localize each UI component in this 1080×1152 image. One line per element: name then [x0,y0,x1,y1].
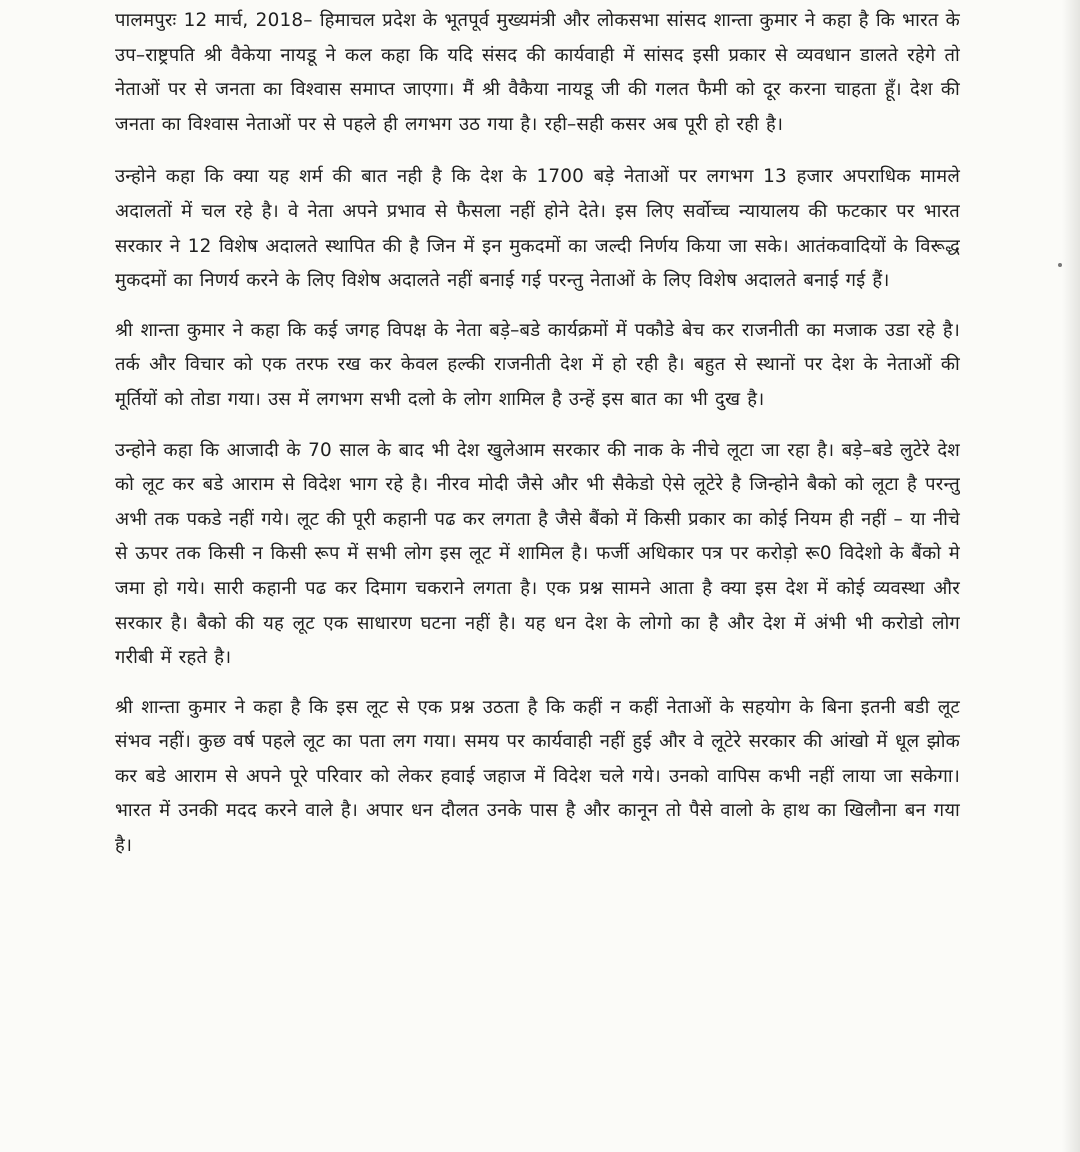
paragraph-2: उन्होने कहा कि क्या यह शर्म की बात नही है कि देश के 1700 बड़े नेताओं पर लगभग 13 हजार अपराधिक मामले अदालतों में चल रहे है। वे नेता अपने प्रभाव से फैसला नहीं होने देते। इस लिए सर्वोच्च न्यायालय की फटकार पर भारत सरकार ने 12 विशेष अदालते स्थापित की है जिन में इन मुकदमों का जल्दी निर्णय किया जा सके। आतंकवादियों के विरूद्ध मुकदमों का निणर्य करने के लिए विशेष अदालते नहीं बनाई गई परन्तु नेताओं के लिए विशेष अदालते बनाई गई हैं। [115,166,960,292]
paragraph-1: पालमपुरः 12 मार्च, 2018– हिमाचल प्रदेश के भूतपूर्व मुख्यमंत्री और लोकसभा सांसद शान्ता कुमार ने कहा है कि भारत के उप–राष्ट्रपति श्री वैकेया नायडू ने कल कहा कि यदि संसद की कार्यवाही में सांसद इसी प्रकार से व्यवधान डालते रहेगे तो नेताओं पर से जनता का विश्वास समाप्त जाएगा। मैं श्री वैकैया नायडू जी की गलत फैमी को दूर करना चाहता हूँ। देश की जनता का विश्वास नेताओं पर से पहले ही लगभग उठ गया है। रही–सही कसर अब पूरी हो रही है। [115,10,960,135]
paragraph-5: श्री शान्ता कुमार ने कहा है कि इस लूट से एक प्रश्न उठता है कि कहीं न कहीं नेताओं के सहयोग के बिना इतनी बडी लूट संभव नहीं। कुछ वर्ष पहले लूट का पता लग गया। समय पर कार्यवाही नहीं हुई और वे लूटेरे सरकार की आंखो में धूल झोक कर बडे आराम से अपने पूरे परिवार को लेकर हवाई जहाज में विदेश चले गये। उनको वापिस कभी नहीं लाया जा सकेगा। भारत में उनकी मदद करने वाले है। अपार धन दौलत उनके पास है और कानून तो पैसे वालो के हाथ का खिलौना बन गया है। [115,696,960,857]
scan-edge-shadow [1062,0,1080,1152]
scan-speck [1058,263,1062,267]
paragraph-3: श्री शान्ता कुमार ने कहा कि कई जगह विपक्ष के नेता बड़े–बडे कार्यक्रमों में पकौडे बेच कर राजनीती का मजाक उडा रहे है। तर्क और विचार को एक तरफ रख कर केवल हल्की राजनीती देश में हो रही है। बहुत से स्थानों पर देश के नेताओं की मूर्तियों को तोडा गया। उस में लगभग सभी दलो के लोग शामिल है उन्हें इस बात का भी दुख है। [115,319,960,410]
paragraph-4: उन्होने कहा कि आजादी के 70 साल के बाद भी देश खुलेआम सरकार की नाक के नीचे लूटा जा रहा है। बड़े–बडे लुटेरे देश को लूट कर बडे आराम से विदेश भाग रहे है। नीरव मोदी जैसे और भी सैकेडो ऐसे लूटेरे है जिन्होने बैको को लूटा है परन्तु अभी तक पकडे नहीं गये। लूट की पूरी कहानी पढ कर लगता है जैसे बैंको में किसी प्रकार का कोई नियम ही नहीं – या नीचे से ऊपर तक किसी न किसी रूप में सभी लोग इस लूट में शामिल है। फर्जी अधिकार पत्र पर करोड़ो रू0 विदेशो के बैंको मे जमा हो गये। सारी कहानी पढ कर दिमाग चकराने लगता है। एक प्रश्न सामने आता है क्या इस देश में कोई व्यवस्था और सरकार है। बैको की यह लूट एक साधारण घटना नहीं है। यह धन देश के लोगो का है और देश में अंभी भी करोडो लोग गरीबी में रहते है। [115,439,960,669]
